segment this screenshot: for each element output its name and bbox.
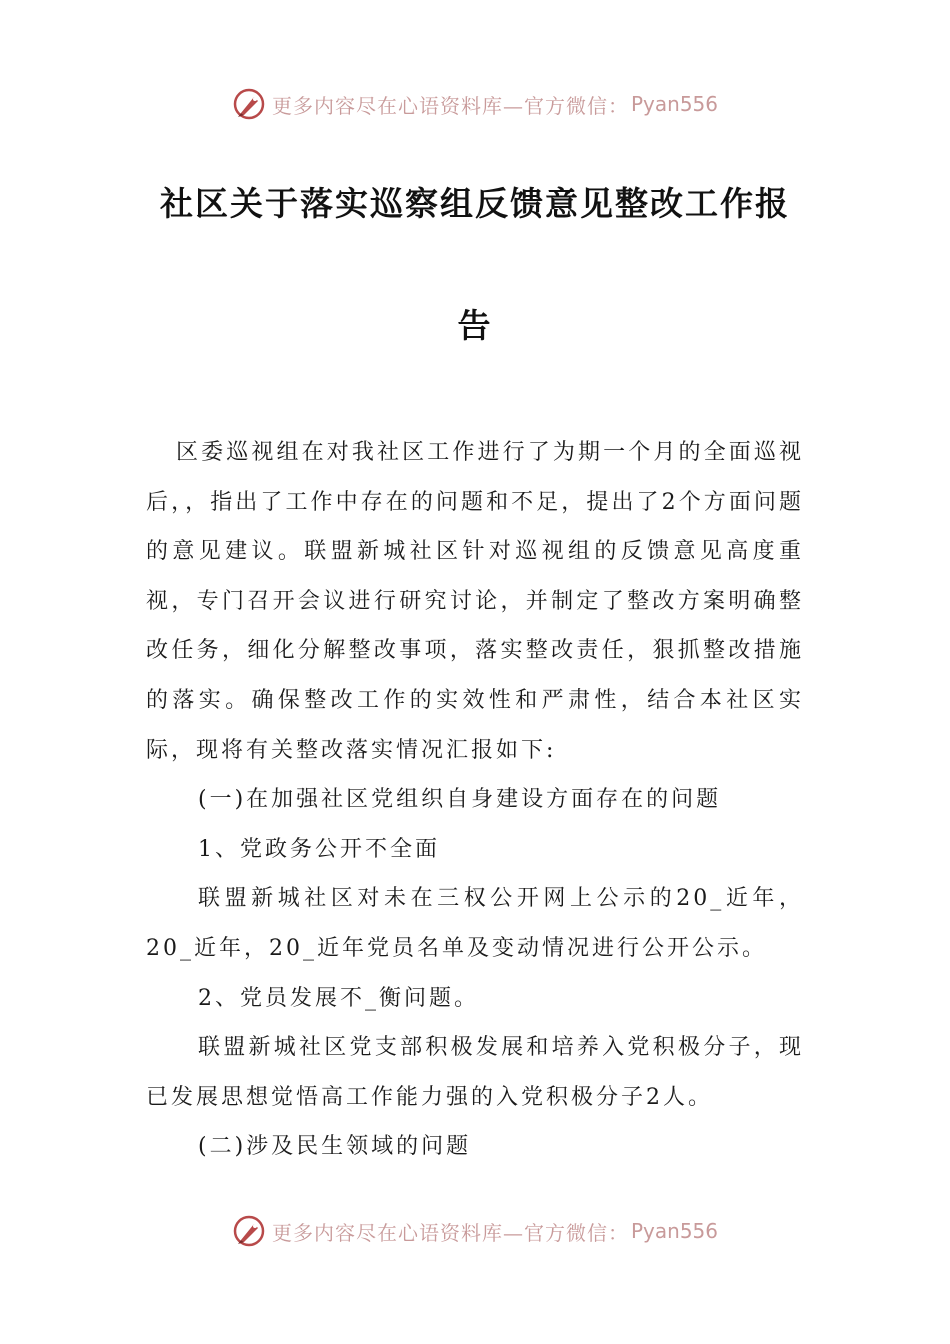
pen-nib-logo-icon — [232, 87, 266, 121]
section-heading-1: (一)在加强社区党组织自身建设方面存在的问题 — [198, 787, 722, 813]
section-heading-2: (二)涉及民生领域的问题 — [198, 1134, 472, 1160]
paragraph-intro: 区委巡视组在对我社区工作进行了为期一个月的全面巡视后，，指出了工作中存在的问题和不足，提出了2个方面问题的意见建议。联盟新城社区针对巡视组的反馈意见高度重视，专门召开会议进行研究讨论，并制定了整改方案明确整改任务，细化分解整改事项，落实整改责任，狠抓整改措施的落实。确保整改工作的实效性和严肃性，结合本社区实际，现将有关整改落实情况汇报如下: — [146, 440, 804, 763]
document-title-line-1: 社区关于落实巡察组反馈意见整改工作报 — [160, 184, 790, 223]
paragraph-item-2: 联盟新城社区党支部积极发展和培养入党积极分子，现已发展思想觉悟高工作能力强的入党积极分子2人。 — [146, 1035, 804, 1110]
banner-wechat-id: Pyan556 — [630, 1219, 718, 1243]
footer-banner — [0, 1211, 950, 1251]
document-title-line-2: 告 — [457, 306, 493, 345]
banner-wechat-id: Pyan556 — [630, 92, 718, 116]
item-heading-2: 2、党员发展不_衡问题。 — [198, 985, 479, 1011]
document-body — [146, 428, 804, 1172]
header-banner — [0, 84, 950, 124]
banner-text: 更多内容尽在心语资料库—官方微信： — [271, 93, 629, 118]
pen-nib-logo-icon — [232, 1214, 266, 1248]
paragraph-item-1: 联盟新城社区对未在三权公开网上公示的20_近年，20_近年，20_近年党员名单及变动情况进行公开公示。 — [146, 886, 804, 961]
item-heading-1: 1、党政务公开不全面 — [198, 836, 440, 862]
banner-text: 更多内容尽在心语资料库—官方微信： — [271, 1220, 629, 1245]
